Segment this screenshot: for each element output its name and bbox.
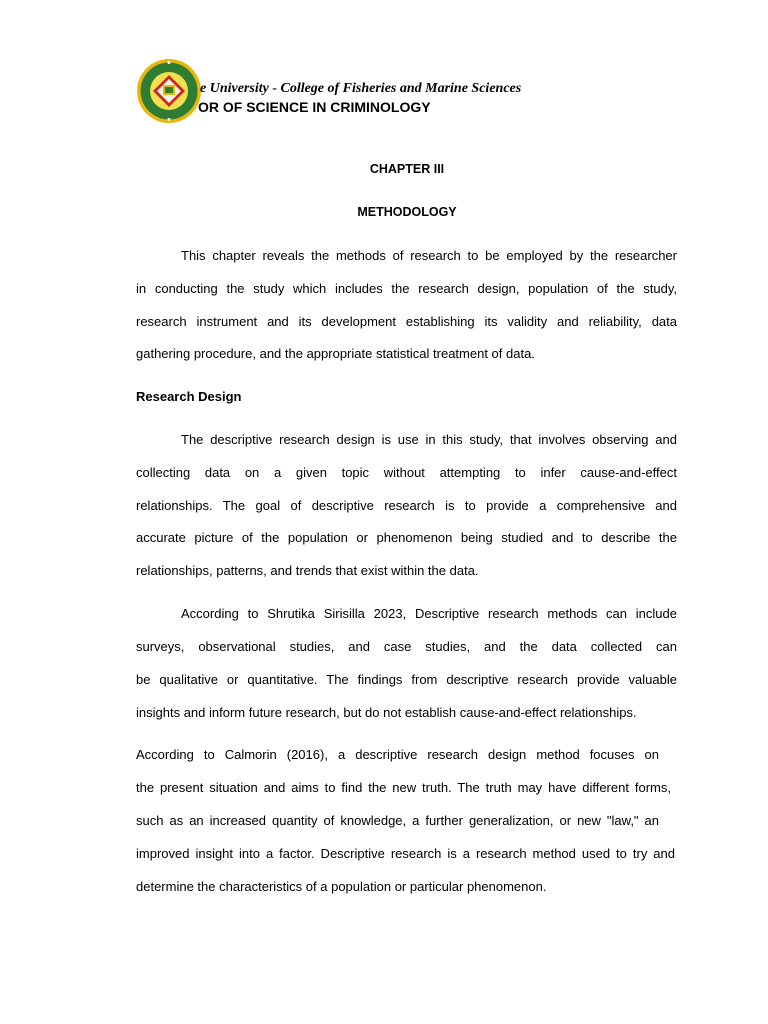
paragraph-line: relationships, patterns, and trends that exist within the data. <box>136 563 479 578</box>
paragraph-line: improved insight into a factor. Descriptive research is a research method used to try and <box>136 846 675 861</box>
paragraph-line: The descriptive research design is use in this study, that involves observing and <box>181 432 677 447</box>
paragraph-line: surveys, observational studies, and case studies, and the data collected can <box>136 639 677 654</box>
university-seal-logo <box>136 58 202 124</box>
program-header: OR OF SCIENCE IN CRIMINOLOGY <box>198 99 431 115</box>
university-header: e University - College of Fisheries and Marine Sciences <box>200 81 522 96</box>
intro-line: research instrument and its development establishing its validity and reliability, data <box>136 314 677 329</box>
paragraph-line: collecting data on a given topic without attempting to infer cause-and-effect <box>136 465 677 480</box>
paragraph-line: be qualitative or quantitative. The findings from descriptive research provide valuable <box>136 672 677 687</box>
paragraph-line: the present situation and aims to find the new truth. The truth may have different forms, <box>136 780 671 795</box>
paragraph-line: determine the characteristics of a population or particular phenomenon. <box>136 879 547 894</box>
section-heading: Research Design <box>136 389 242 404</box>
paragraph-line: According to Calmorin (2016), a descriptive research design method focuses on <box>136 747 659 762</box>
paragraph-line: relationships. The goal of descriptive research is to provide a comprehensive and <box>136 498 677 513</box>
paragraph-line: According to Shrutika Sirisilla 2023, Descriptive research methods can include <box>181 606 677 621</box>
paragraph-line: insights and inform future research, but do not establish cause-and-effect relationships. <box>136 705 637 720</box>
chapter-label: CHAPTER III <box>369 162 445 176</box>
paragraph-line: such as an increased quantity of knowledge, a further generalization, or new "law," an <box>136 813 659 828</box>
paragraph-line: accurate picture of the population or phenomenon being studied and to describe the <box>136 530 677 545</box>
intro-line: This chapter reveals the methods of research to be employed by the researcher <box>181 248 677 263</box>
intro-line: in conducting the study which includes the research design, population of the study, <box>136 281 677 296</box>
chapter-title: METHODOLOGY <box>357 205 457 219</box>
intro-line: gathering procedure, and the appropriate statistical treatment of data. <box>136 346 535 361</box>
